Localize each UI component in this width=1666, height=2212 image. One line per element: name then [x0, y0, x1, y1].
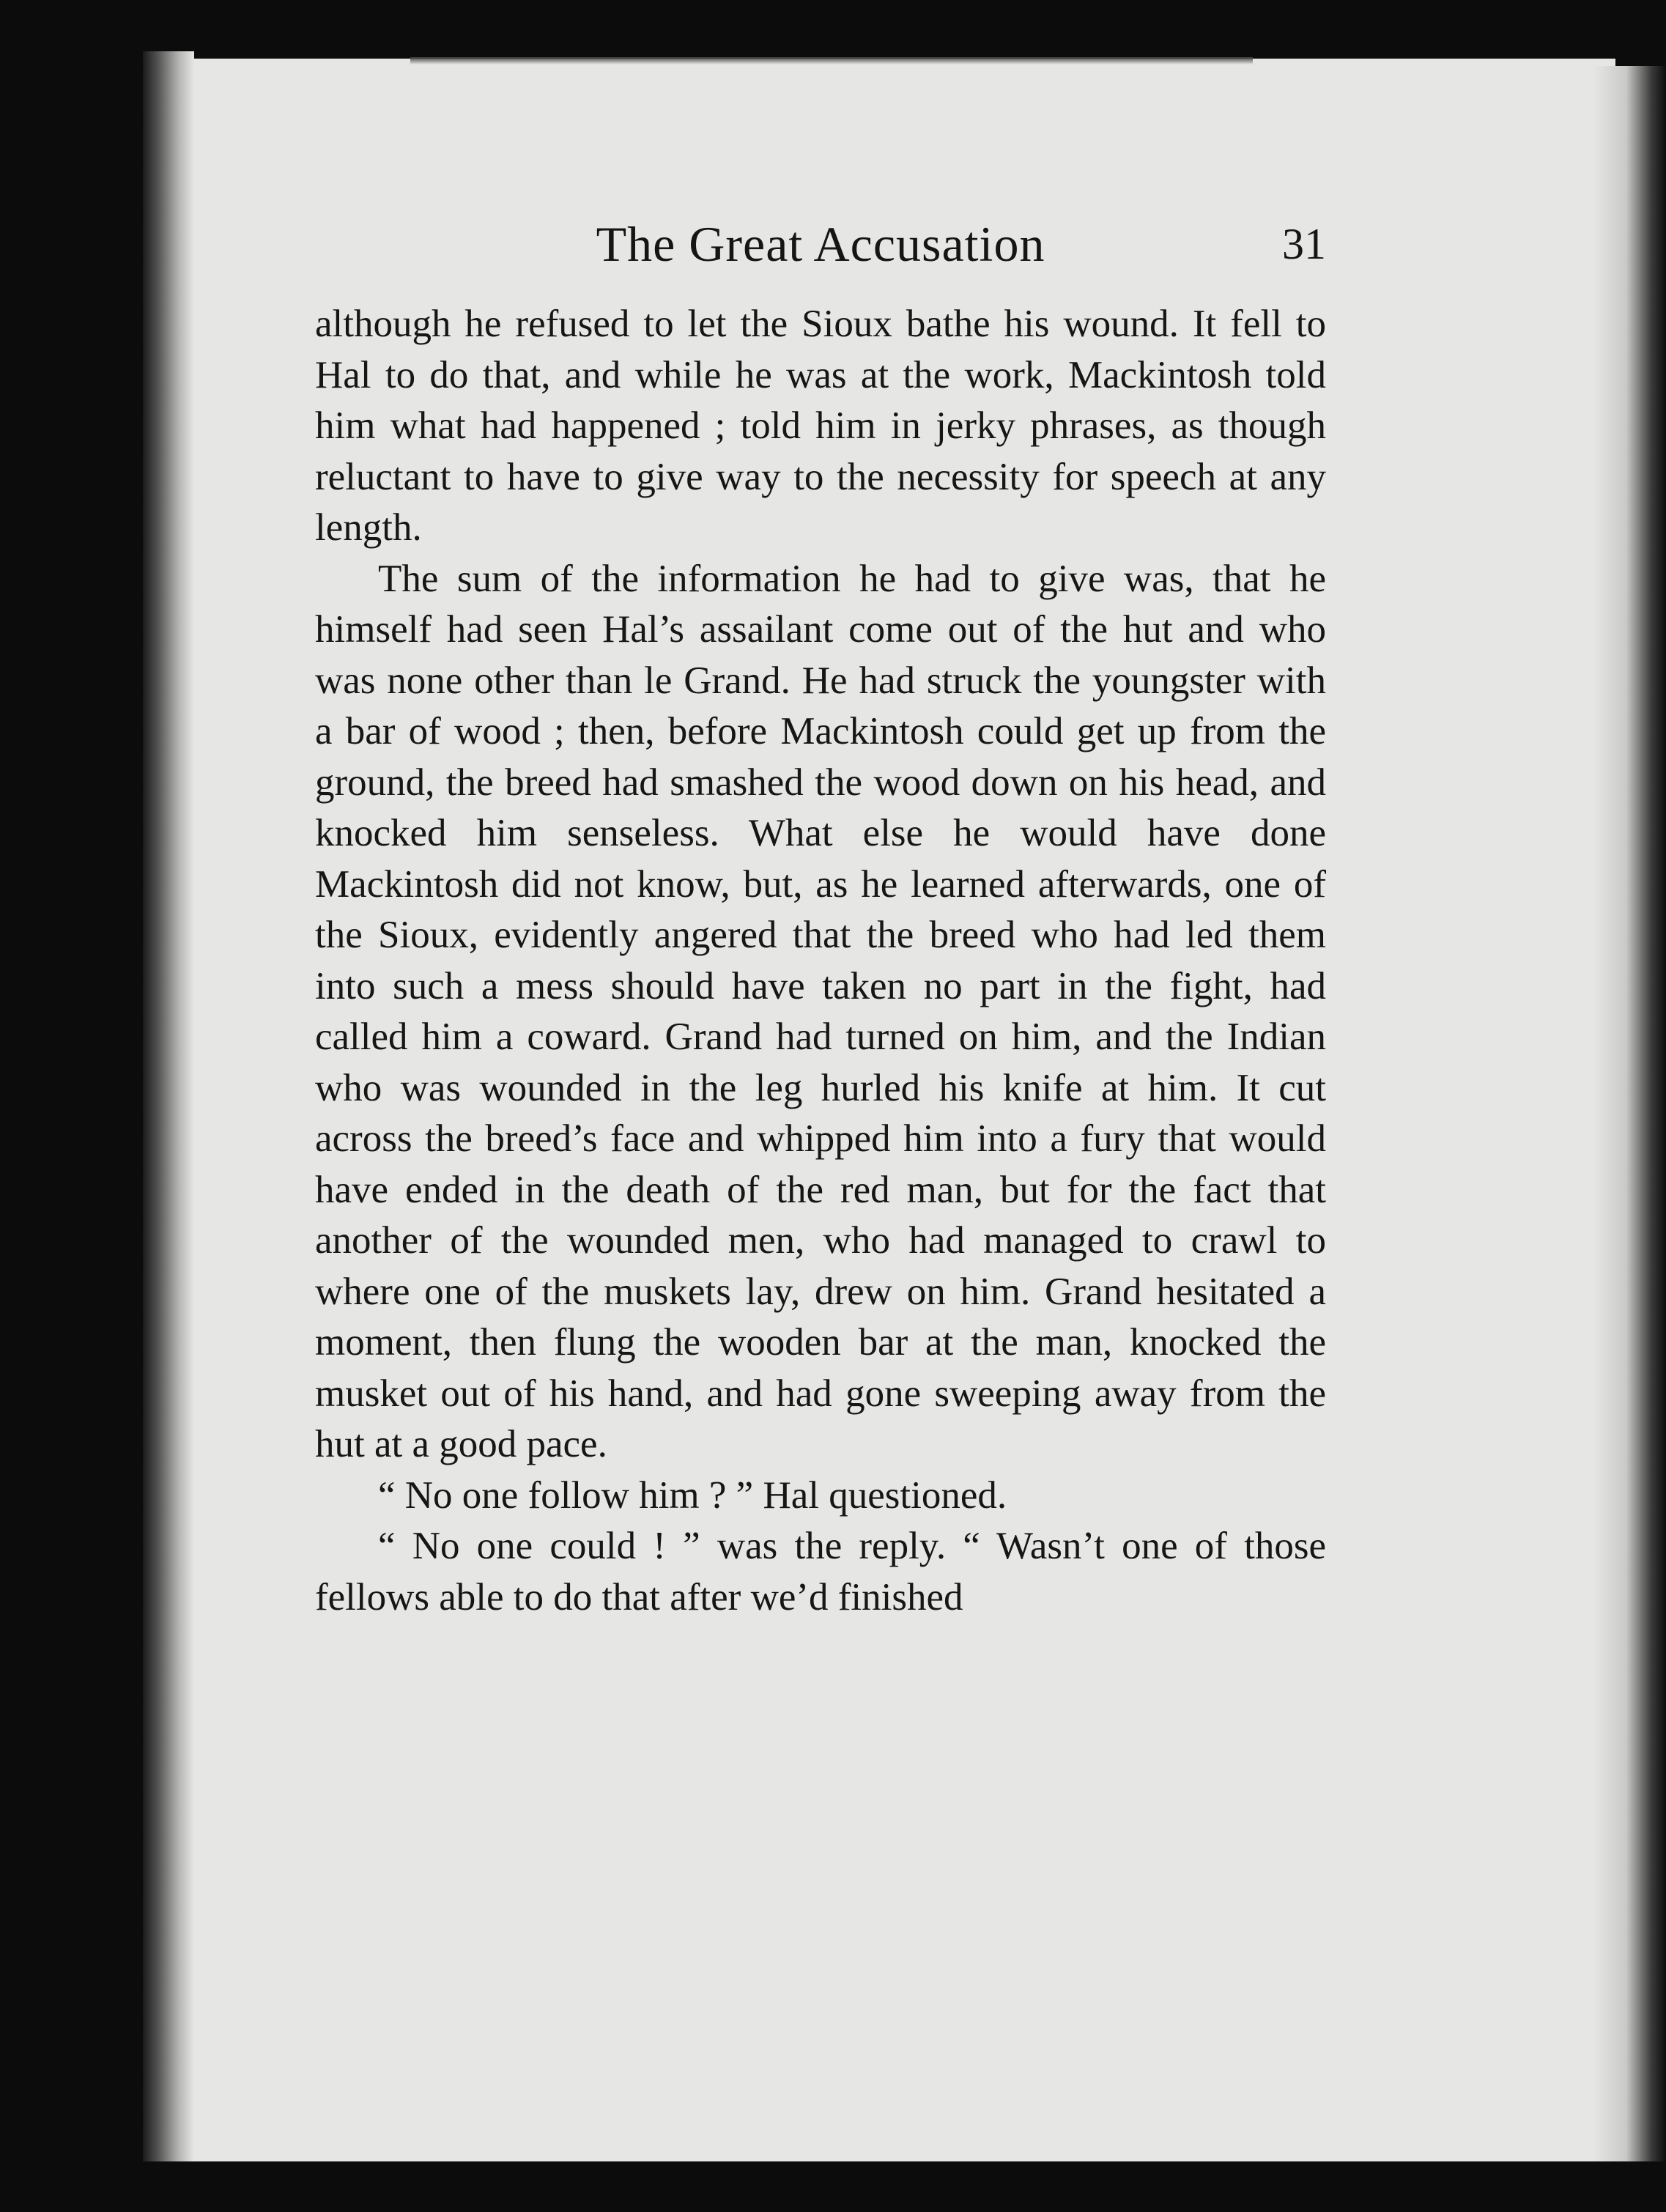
page-gutter-shadow	[143, 51, 194, 2161]
paragraph: The sum of the information he had to give was, that he himself had seen Hal’s assailant come out of the hut and who was none other than le Grand. He had struck the youngster with a bar of wood ; then, before Mackintosh could get up from the ground, the breed had smashed the wood down on his head, and knocked him senseless. What else he would have done Mackintosh did not know, but, as he learned afterwards, one of the Sioux, evidently angered that the breed who had led them into such a mess should have taken no part in the fight, had called him a coward. Grand had turned on him, and the Indian who was wounded in the leg hurled his knife at him. It cut across the breed’s face and whipped him into a fury that would have ended in the death of the red man, but for the fact that another of the wounded men, who had managed to crawl to where one of the muskets lay, drew on him. Grand hesitated a moment, then flung the wooden bar at the man, knocked the musket out of his hand, and had gone sweeping away from the hut at a good pace.	[315, 557, 1326, 1465]
running-head	[315, 211, 1326, 277]
page-number: 31	[1282, 220, 1326, 268]
body-text	[315, 299, 1326, 1623]
paragraph: “ No one could ! ” was the reply. “ Wasn’t one of those fellows able to do that after we’d finished	[315, 1525, 1326, 1619]
top-scan-smudge	[410, 57, 1253, 64]
paragraph: “ No one follow him ? ” Hal questioned.	[378, 1473, 1007, 1517]
page-edge-shadow	[1593, 66, 1666, 2161]
paragraph: although he refused to let the Sioux bathe his wound. It fell to Hal to do that, and while he was at the work, Mackintosh told him what had happened ; told him in jerky phrases, as though reluctant to have to give way to the necessity for speech at any length.	[315, 303, 1326, 549]
chapter-title: The Great Accusation	[596, 216, 1045, 272]
